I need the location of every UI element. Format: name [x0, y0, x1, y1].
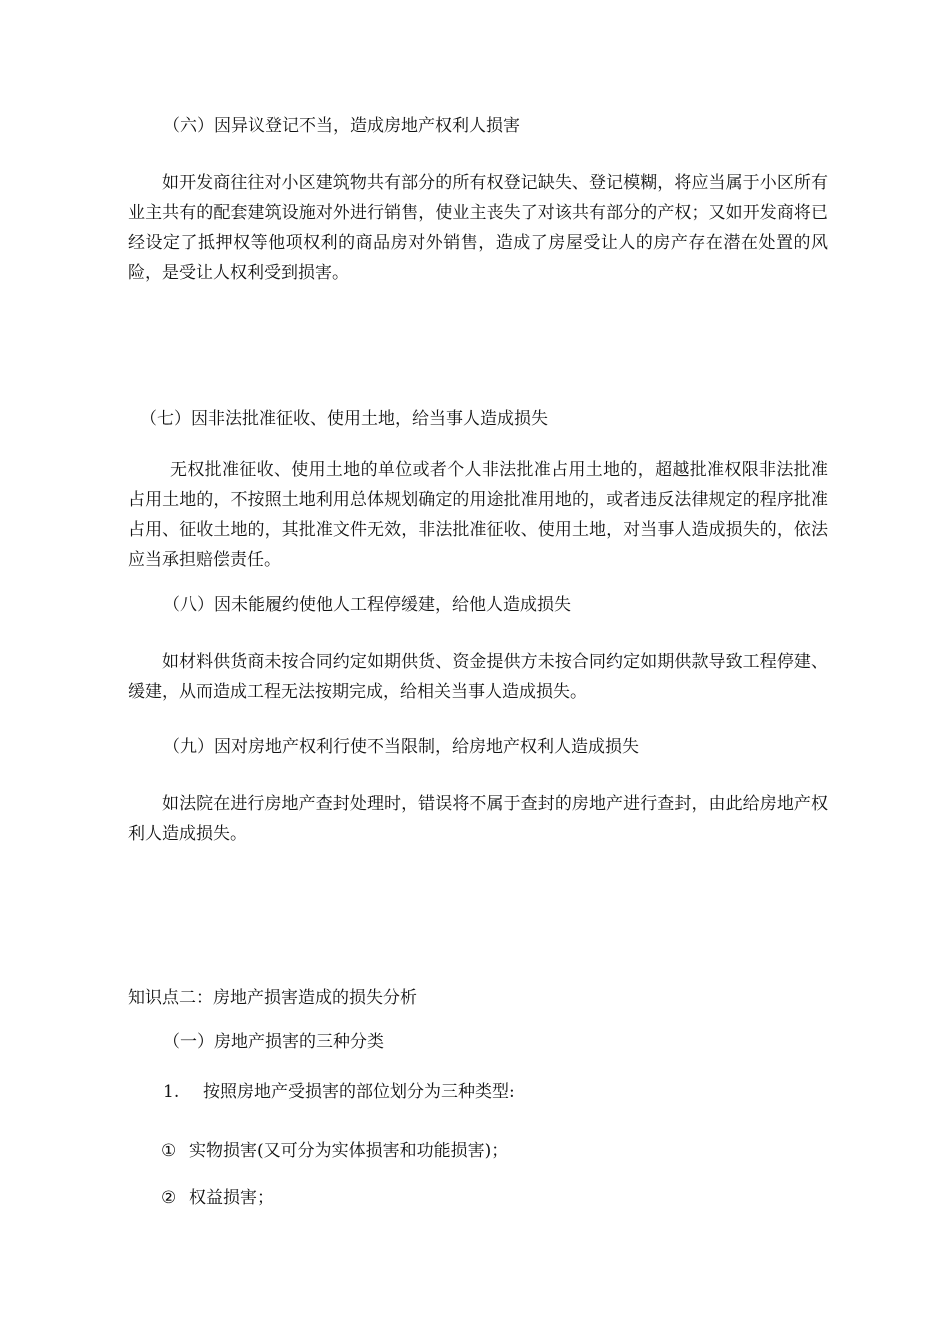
list-marker-2: ②: [161, 1188, 177, 1208]
section-7-body: 无权批准征收、使用土地的单位或者个人非法批准占用土地的，超越批准权限非法批准占用土地的，不按照土地利用总体规划确定的用途批准用地的，或者违反法律规定的程序批准占用、征收土地的，其批准文件无效，非法批准征收、使用土地，对当事人造成损失的，依法应当承担赔偿责任。: [128, 460, 828, 570]
knowledge-sub-heading: （一）房地产损害的三种分类: [163, 1032, 384, 1052]
item-number: 1.: [163, 1082, 180, 1102]
section-6-heading: （六）因异议登记不当，造成房地产权利人损害: [163, 116, 520, 136]
section-9-body: 如法院在进行房地产查封处理时，错误将不属于查封的房地产进行查封，由此给房地产权利人造成损失。: [128, 794, 828, 844]
list-item-2: 权益损害；: [189, 1188, 274, 1208]
knowledge-title: 知识点二：房地产损害造成的损失分析: [128, 988, 417, 1008]
section-9-heading: （九）因对房地产权利行使不当限制，给房地产权利人造成损失: [163, 737, 639, 757]
item-text: 按照房地产受损害的部位划分为三种类型:: [203, 1082, 515, 1102]
list-item-1: 实物损害(又可分为实体损害和功能损害)；: [189, 1141, 509, 1161]
section-8-body: 如材料供货商未按合同约定如期供货、资金提供方未按合同约定如期供款导致工程停建、缓建，从而造成工程无法按期完成，给相关当事人造成损失。: [128, 652, 828, 702]
section-7-heading: （七）因非法批准征收、使用土地，给当事人造成损失: [140, 409, 548, 429]
section-6-body: 如开发商往往对小区建筑物共有部分的所有权登记缺失、登记模糊，将应当属于小区所有业主共有的配套建筑设施对外进行销售，使业主丧失了对该共有部分的产权；又如开发商将已经设定了抵押权等他项权利的商品房对外销售，造成了房屋受让人的房产存在潜在处置的风险，是受让人权利受到损害。: [128, 173, 828, 283]
list-marker-1: ①: [161, 1141, 177, 1161]
section-8-heading: （八）因未能履约使他人工程停缓建，给他人造成损失: [163, 595, 571, 615]
